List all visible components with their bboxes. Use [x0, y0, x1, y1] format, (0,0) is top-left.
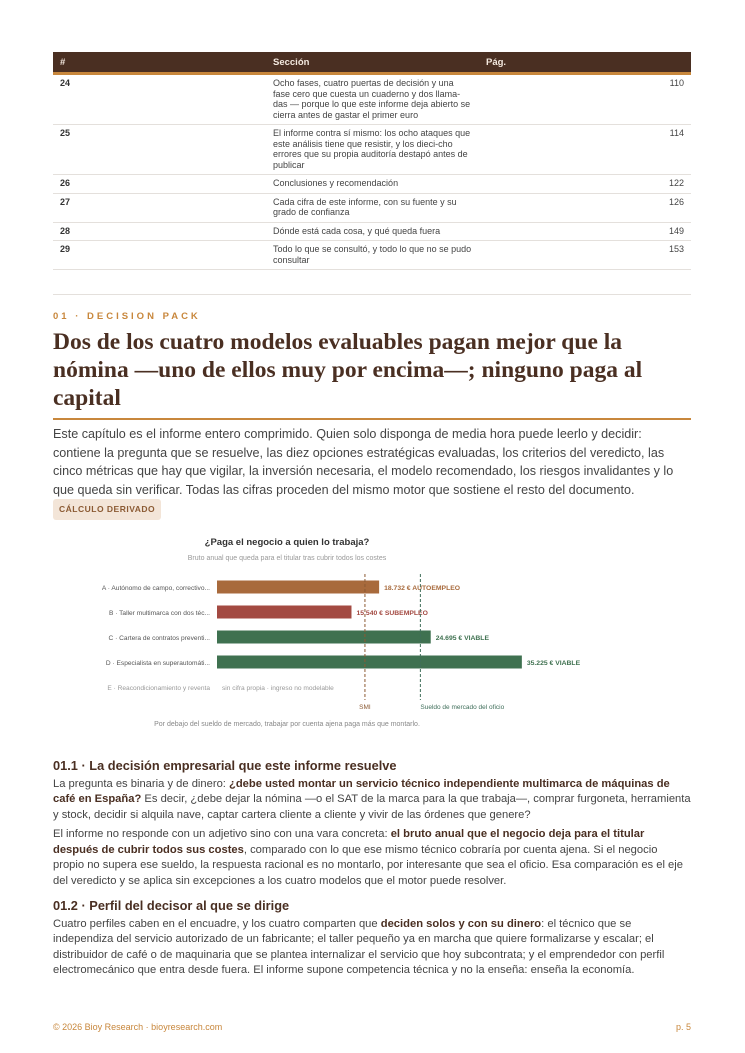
chart-title: ¿Paga el negocio a quien lo trabaja?: [204, 536, 370, 548]
bar: [217, 580, 379, 593]
toc-num: 26: [53, 175, 266, 194]
toc-body: [53, 74, 691, 270]
emphasis-text: deciden solos y con su dinero: [380, 917, 542, 930]
section: [53, 758, 691, 890]
emphasis-text: el bruto anual que el negocio deja para el titular después de cubrir todos sus costes: [53, 828, 645, 856]
toc-num: 25: [53, 125, 266, 175]
toc-header-page: Pág.: [479, 52, 691, 74]
toc-num: 29: [53, 241, 266, 270]
bar-value-label: 15.540 € SUBEMPLEO: [356, 609, 428, 617]
toc-page: 114: [479, 125, 691, 175]
toc-header-row: [53, 52, 691, 74]
toc-row: [53, 74, 691, 125]
toc-num: 27: [53, 193, 266, 222]
reference-line-label: Sueldo de mercado del oficio: [420, 703, 505, 711]
toc-num: 24: [53, 74, 266, 125]
page-number: p. 5: [675, 1022, 691, 1032]
chapter-lead: [53, 425, 691, 520]
toc-row: [53, 175, 691, 194]
toc-row: [53, 125, 691, 175]
body-paragraph: [53, 917, 691, 979]
paragraph-text: Es decir, ¿debe dejar la nómina —o el SAT de la marca para la que trabaja—, comprar furgoneta, herramienta y stock, decidir si alquila nave, captar cartera cliente a cliente y vivir de las órdenes que genere?: [53, 793, 691, 821]
paragraph-text: : el técnico que se independiza del servicio autorizado de un fabricante; el taller pequeño ya en marcha que quiere formalizarse y escalar; el distribuidor de café o de maquinaria que se plantea internalizar el servicio que hoy subcontrata; y el emprendedor con perfil electromecánico que entra desde fuera. El informe supone competencia técnica y no la enseña: enseña la economía.: [53, 917, 665, 977]
toc-row: [53, 222, 691, 241]
chapter-kicker: 01 · DECISION PACK: [53, 311, 201, 322]
category-label: A · Autónomo de campo, correctivo...: [101, 584, 210, 592]
toc-section-title: El informe contra sí mismo: los ocho ataques que este análisis tiene que resistir, y los dieci-cho errores que su propia auditoría destapó antes de publicar: [266, 125, 479, 175]
paragraph-text: La pregunta es binaria y de dinero:: [53, 777, 230, 790]
toc-page: 122: [479, 175, 691, 194]
category-label: C · Cartera de contratos preventi...: [108, 634, 210, 642]
chart-subtitle: Bruto anual que queda para el titular tras cubrir todos los costes: [187, 554, 387, 562]
page-footer: [53, 1022, 691, 1032]
footer-copyright: © 2026 Bioy Research · bioyresearch.com: [53, 1022, 223, 1032]
toc-header-section: Sección: [266, 52, 479, 74]
toc-num: 28: [53, 222, 266, 241]
paragraph-text: Cuatro perfiles caben en el encuadre, y los cuatro comparten que: [53, 917, 381, 930]
bar: [217, 605, 351, 618]
no-data-label: sin cifra propia · ingreso no modelable: [222, 684, 334, 692]
toc-page: 149: [479, 222, 691, 241]
lead-text: Este capítulo es el informe entero comprimido. Quien solo disponga de media hora puede leerlo y decidir: contiene la pregunta que se resuelve, las diez opciones estratégicas evaluadas, los criterios del veredicto, las cinco métricas que hay que vigilar, la inversión necesaria, el modelo recomendado, los riesgos invalidantes y lo que queda sin verificar. Todas las cifras proceden del mismo motor que sostiene el resto del documento.: [53, 427, 674, 497]
toc-section-title: Dónde está cada cosa, y qué queda fuera: [266, 222, 479, 241]
paragraph-text: El informe no responde con un adjetivo sino con una vara concreta:: [53, 828, 391, 841]
bar: [217, 630, 431, 643]
bar-value-label: 18.732 € AUTOEMPLEO: [384, 584, 461, 592]
derived-calculation-badge: CÁLCULO DERIVADO: [53, 499, 161, 520]
chart-caption: Por debajo del sueldo de mercado, trabajar por cuenta ajena paga más que montarlo.: [154, 720, 420, 728]
bar-value-label: 24.695 € VIABLE: [435, 634, 490, 642]
toc-section-title: Todo lo que se consultó, y todo lo que no se pudo consultar: [266, 241, 479, 270]
body-paragraph: [53, 827, 691, 889]
chapter-title: Dos de los cuatro modelos evaluables pagan mejor que la nómina —uno de ellos muy por encima—; ninguno paga al capital: [53, 328, 691, 420]
toc-header-num: #: [53, 52, 266, 74]
category-label: D · Especialista en superautomáti...: [105, 659, 210, 667]
section-heading: 01.1 · La decisión empresarial que este informe resuelve: [53, 757, 397, 773]
toc-page: 153: [479, 241, 691, 270]
bar: [217, 655, 522, 668]
body-paragraph: [53, 777, 691, 824]
category-label: B · Taller multimarca con dos téc...: [108, 609, 210, 617]
emphasis-text: ¿debe usted montar un servicio técnico independiente multimarca de máquinas de café en España?: [53, 777, 670, 806]
toc-section-title: Conclusiones y recomendación: [266, 175, 479, 194]
income-chart-svg: [53, 530, 691, 730]
section-heading: 01.2 · Perfil del decisor al que se dirige: [53, 897, 290, 913]
reference-line-label: SMI: [359, 703, 371, 711]
page-content: [53, 52, 691, 979]
toc-table: [53, 52, 691, 270]
toc-divider: [53, 270, 691, 295]
paragraph-text: , comparado con lo que ese mismo técnico cobraría por cuenta ajena. Si el negocio propio no supera ese sueldo, la respuesta racional es no montarlo, por interesante que sea el oficio. Esa comparación es el eje del veredicto y se aplica sin excepciones a los cuatro modelos que el motor puede resolver.: [53, 843, 683, 888]
section: [53, 898, 691, 979]
bar-value-label: 35.225 € VIABLE: [526, 659, 581, 667]
toc-section-title: Ocho fases, cuatro puertas de decisión y una fase cero que cuesta un cuaderno y dos llama-das — porque lo que este informe deja abierto se cierra antes de gastar el primer euro: [266, 74, 479, 125]
toc-page: 126: [479, 193, 691, 222]
sections: [53, 758, 691, 980]
toc-page: 110: [479, 74, 691, 125]
category-label: E · Reacondicionamiento y reventa: [107, 684, 210, 692]
income-chart: [53, 530, 691, 730]
toc-row: [53, 241, 691, 270]
toc-section-title: Cada cifra de este informe, con su fuente y su grado de confianza: [266, 193, 479, 222]
toc-row: [53, 193, 691, 222]
